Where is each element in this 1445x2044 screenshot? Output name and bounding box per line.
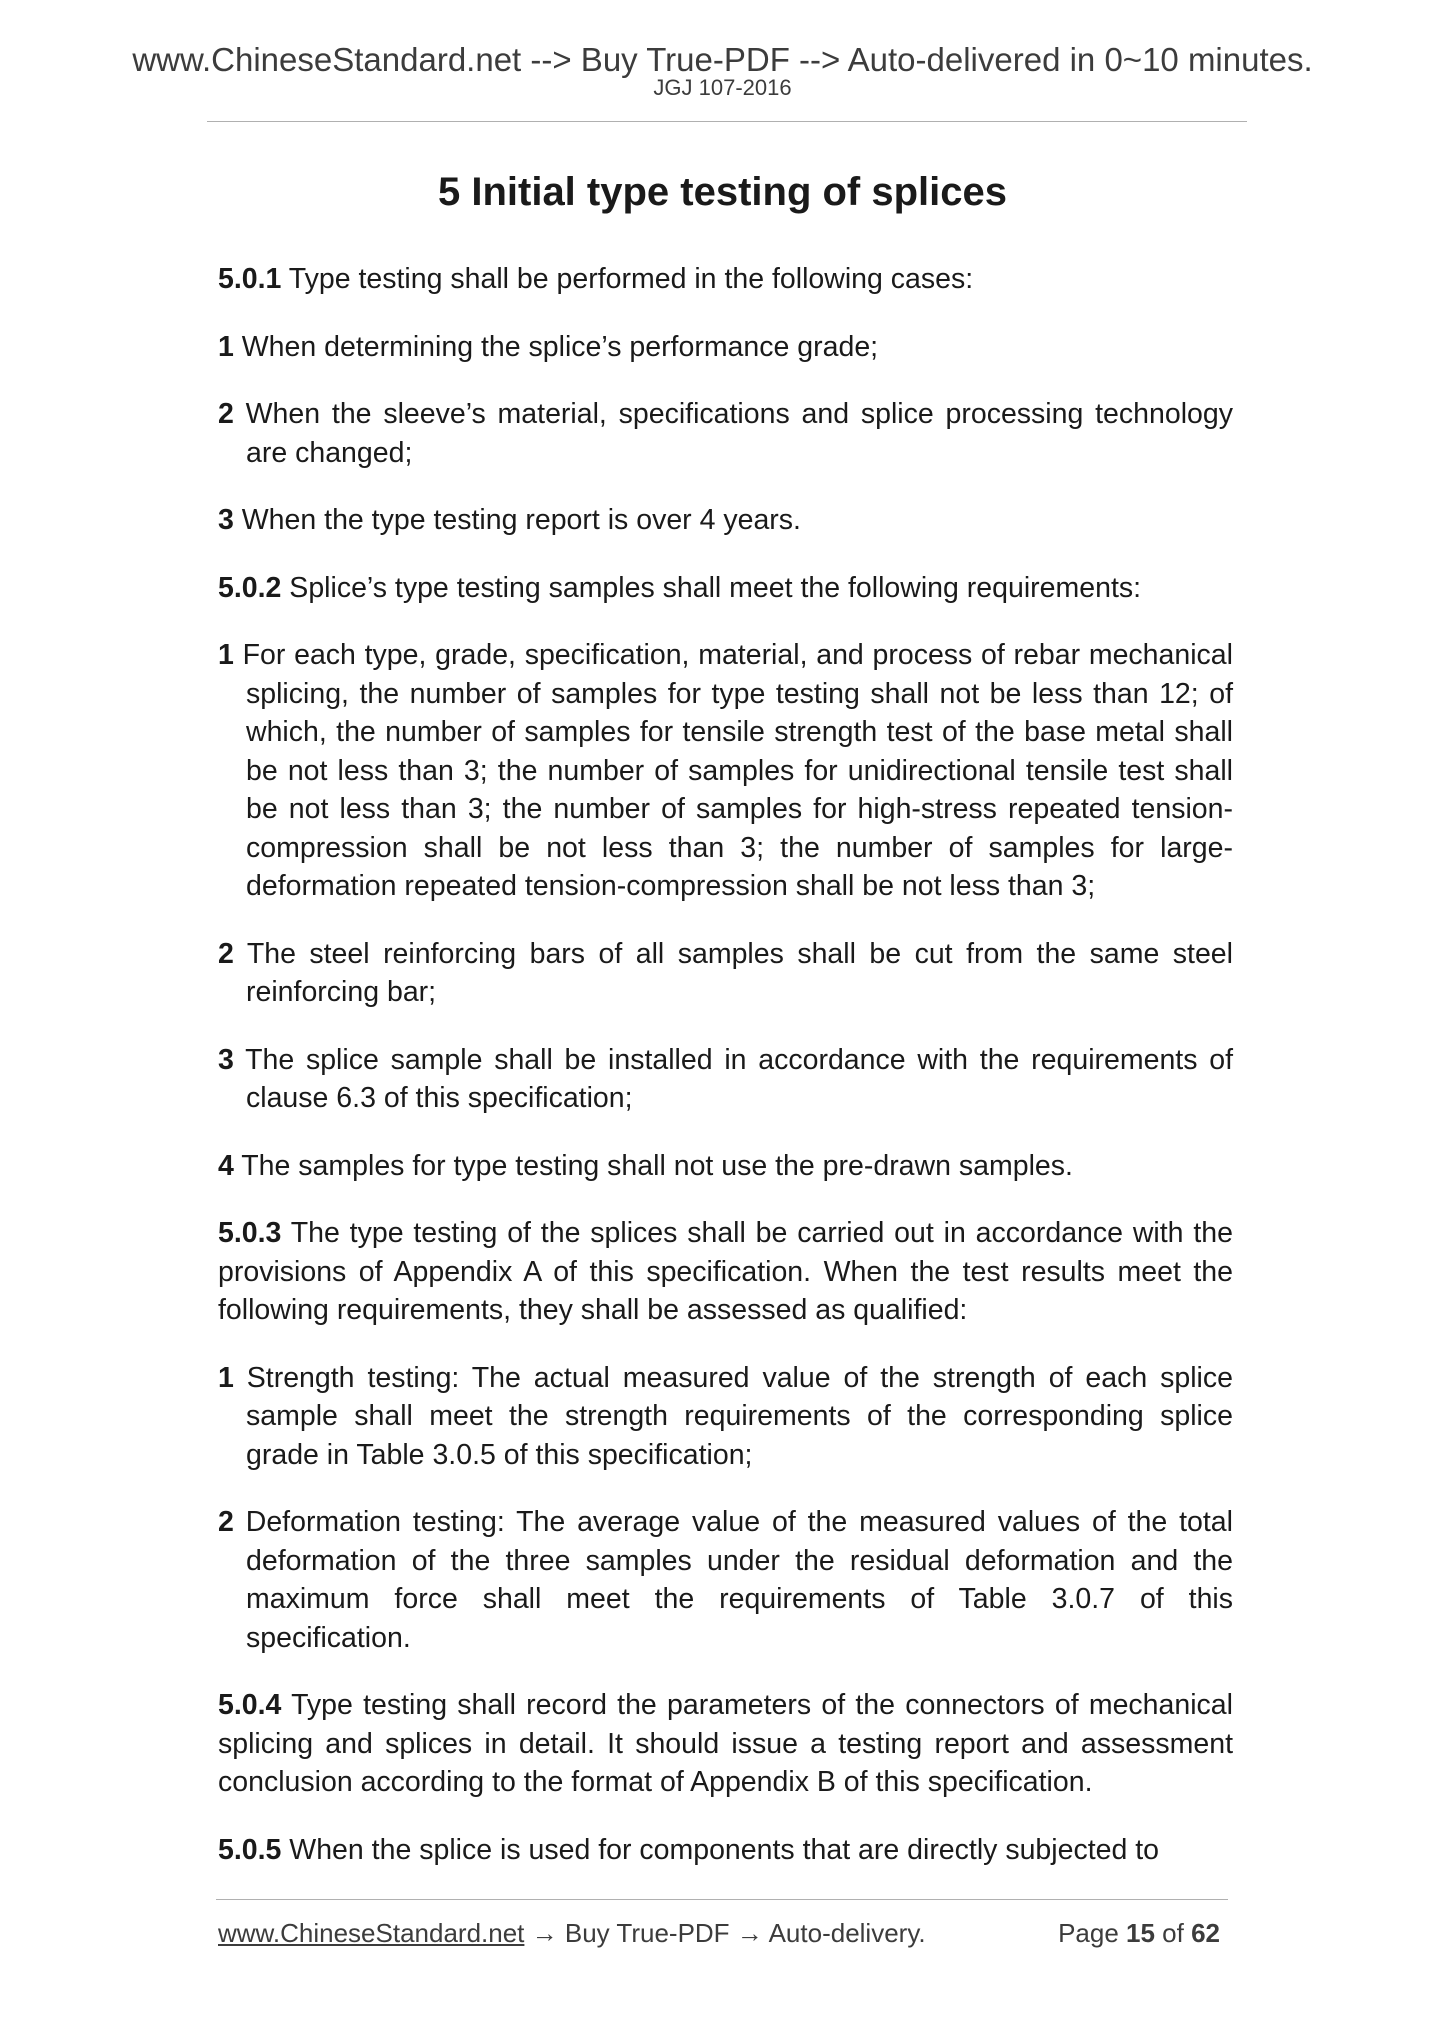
item-number: 1 [218, 1361, 234, 1394]
clause-number: 5.0.2 [218, 571, 282, 604]
clause-text: Splice’s type testing samples shall meet the following requirements: [281, 571, 1142, 604]
item-text: The steel reinforcing bars of all samples shall be cut from the same steel reinforcing bar; [233, 937, 1233, 1008]
list-item [218, 328, 1233, 367]
footer-buy-text: Buy True-PDF [564, 1918, 730, 1948]
item-number: 1 [218, 330, 234, 363]
clause-text: Type testing shall record the parameters of the connectors of mechanical splicing and splices in detail. It should issue a testing report and assessment conclusion according to the format of Appendix B of this specification. [218, 1689, 1233, 1798]
clause-number: 5.0.5 [218, 1833, 282, 1866]
item-number: 3 [218, 504, 234, 536]
item-number: 2 [218, 1506, 234, 1538]
arrow-icon: → [524, 1918, 565, 1948]
item-text: When determining the splice’s performance grade; [233, 330, 879, 363]
clause-5-0-2 [218, 569, 1233, 608]
list-item [218, 395, 1233, 472]
list-item [218, 1041, 1233, 1118]
footer-site-link[interactable]: www.ChineseStandard.net [218, 1918, 525, 1948]
clause-5-0-4 [218, 1686, 1233, 1802]
item-number: 1 [218, 639, 234, 671]
page-total: 62 [1191, 1918, 1220, 1948]
list-item [218, 1503, 1233, 1657]
list-item [218, 501, 1233, 540]
item-number: 2 [218, 937, 234, 970]
clause-5-0-5 [218, 1831, 1233, 1870]
clause-number: 5.0.4 [218, 1689, 282, 1721]
standard-code: JGJ 107-2016 [653, 75, 792, 100]
item-number: 2 [218, 398, 234, 430]
document-body [218, 260, 1233, 1898]
item-text: For each type, grade, specification, material, and process of rebar mechanical splicing, the number of samples for type testing shall not be less than 12; of which, the number of samples for tensile strength test of the base metal shall be not less than 3; the number of samples for unidirectional tensile test shall be not less than 3; the number of samples for high-stress repeated tension-compression shall be not less than 3; the number of samples for large-deformation repeated tension-compression shall be not less than 3; [233, 639, 1233, 902]
footer-links [218, 1918, 926, 1949]
page-label: Page [1058, 1918, 1127, 1948]
clause-text: The type testing of the splices shall be carried out in accordance with the provisions of Appendix A of this specification. When the test results meet the following requirements, they shall be assessed as qualified: [218, 1217, 1233, 1326]
list-item [218, 935, 1233, 1012]
list-item [218, 1147, 1233, 1186]
item-number: 3 [218, 1043, 234, 1076]
clause-number: 5.0.3 [218, 1217, 282, 1249]
clause-5-0-1 [218, 260, 1233, 299]
of-label: of [1154, 1918, 1192, 1948]
clause-number: 5.0.1 [218, 263, 282, 295]
list-item [218, 636, 1233, 906]
footer-divider [216, 1899, 1228, 1900]
clause-5-0-3 [218, 1214, 1233, 1330]
header-divider [207, 121, 1247, 122]
arrow-icon: → [729, 1918, 769, 1948]
item-text: Deformation testing: The average value of the measured values of the total deformation of the three samples under the residual deformation and the maximum force shall meet the requirements of Table 3.0.7 of this specification. [233, 1506, 1233, 1654]
top-banner[interactable]: www.ChineseStandard.net --> Buy True-PDF --> Auto-delivered in 0~10 minutes. [132, 41, 1313, 78]
page-number: 15 [1126, 1918, 1155, 1948]
item-text: The splice sample shall be installed in accordance with the requirements of clause 6.3 of this specification; [233, 1043, 1233, 1114]
list-item [218, 1359, 1233, 1475]
item-number: 4 [218, 1149, 234, 1182]
chapter-title: 5 Initial type testing of splices [437, 170, 1008, 214]
clause-text: When the splice is used for components that are directly subjected to [281, 1833, 1160, 1866]
item-text: The samples for type testing shall not use the pre-drawn samples. [233, 1149, 1073, 1182]
page-indicator [1058, 1918, 1220, 1949]
item-text: When the type testing report is over 4 years. [233, 504, 801, 536]
item-text: When the sleeve’s material, specifications and splice processing technology are changed; [233, 398, 1233, 469]
item-text: Strength testing: The actual measured value of the strength of each splice sample shall meet the strength requirements of the corresponding splice grade in Table 3.0.5 of this specification; [233, 1361, 1233, 1471]
clause-text: Type testing shall be performed in the following cases: [281, 263, 974, 295]
footer-delivery-text: Auto-delivery. [768, 1918, 926, 1948]
